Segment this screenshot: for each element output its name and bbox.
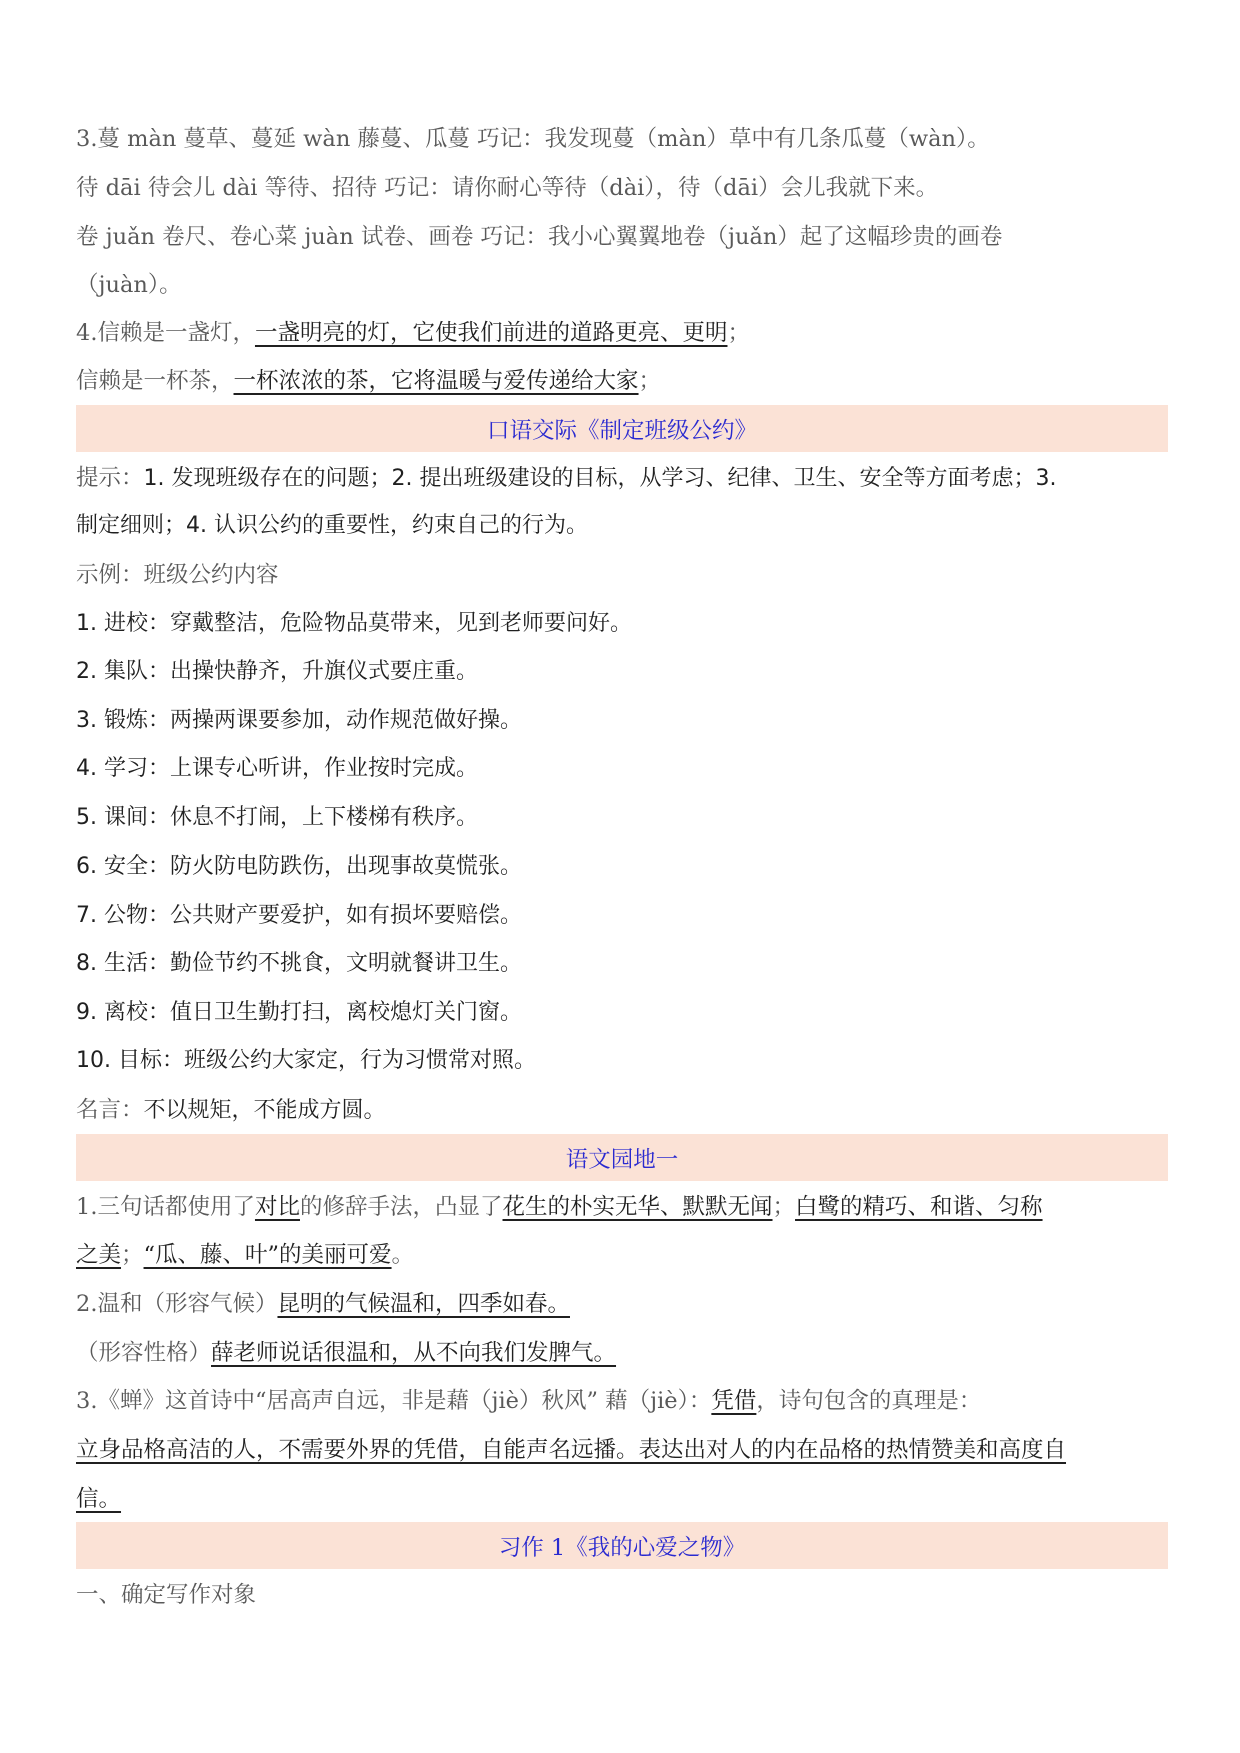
- rule-item: [76, 856, 1168, 878]
- text: 一、确定写作对象: [76, 1582, 257, 1608]
- underlined-answer: 白鹭的精巧、和谐、匀称: [795, 1194, 1043, 1220]
- text: 。: [391, 1242, 415, 1268]
- underlined-answer: 薛老师说话很温和，从不向我们发脾气。: [211, 1340, 617, 1366]
- label: 名言：: [76, 1097, 144, 1123]
- text: 待 dāi 待会儿 dài 等待、招待 巧记：请你耐心等待（dài），待（dāi）会儿我就下来。: [76, 175, 939, 201]
- text: 1. 进校：穿戴整洁，危险物品莫带来，见到老师要问好。: [76, 611, 632, 636]
- underlined-answer: 凭借: [711, 1388, 757, 1414]
- section-header-writing: [76, 1522, 1168, 1569]
- text: 信赖是一杯茶，: [76, 368, 234, 394]
- text: ；: [772, 1194, 796, 1220]
- text: 10. 目标：班级公约大家定，行为习惯常对照。: [76, 1048, 536, 1073]
- text: 4. 学习：上课专心听讲，作业按时完成。: [76, 756, 478, 781]
- polyphone-juan: [76, 226, 1168, 249]
- text: 6. 安全：防火防电防跌伤，出现事故莫慌张。: [76, 854, 522, 879]
- underlined-answer: 之美: [76, 1242, 122, 1268]
- text: 5. 课间：休息不打闹，上下楼梯有秩序。: [76, 805, 478, 830]
- yuwen-item-3: [76, 1390, 1168, 1413]
- text: ；: [121, 1242, 144, 1268]
- section-title: 习作 1《我的心爱之物》: [498, 1534, 746, 1561]
- text: 4.信赖是一盏灯，: [76, 320, 255, 346]
- trust-tea: [76, 370, 1168, 393]
- text: 7. 公物：公共财产要爱护，如有损坏要赔偿。: [76, 903, 522, 928]
- text: 8. 生活：勤俭节约不挑食，文明就餐讲卫生。: [76, 951, 522, 976]
- underlined-answer: 信。: [76, 1486, 122, 1512]
- tips-cont: [76, 515, 1168, 537]
- text: 3. 锻炼：两操两课要参加，动作规范做好操。: [76, 708, 522, 733]
- yuwen-item-2: [76, 1293, 1168, 1316]
- underlined-answer: 花生的朴实无华、默默无闻: [502, 1194, 773, 1220]
- rule-item: [76, 1002, 1168, 1024]
- rule-item: [76, 758, 1168, 780]
- motto: [76, 1099, 1168, 1122]
- text: 制定细则；4. 认识公约的重要性，约束自己的行为。: [76, 513, 588, 538]
- label: 提示：: [76, 465, 144, 491]
- writing-step-1: [76, 1584, 1168, 1607]
- section-header-oral: [76, 405, 1168, 452]
- polyphone-juan-cont: [76, 274, 1168, 297]
- yuwen-item-1: [76, 1196, 1168, 1219]
- text: 2.温和（形容气候）: [76, 1291, 278, 1317]
- trust-lamp: [76, 322, 1168, 345]
- rule-item: [76, 1050, 1168, 1072]
- yuwen-item-3-cont2: [76, 1488, 1168, 1511]
- underlined-answer: 立身品格高洁的人，不需要外界的凭借，自能声名远播。表达出对人的内在品格的热情赞美和高度自: [76, 1437, 1067, 1463]
- rule-item: [76, 710, 1168, 732]
- yuwen-item-2-cont: [76, 1342, 1168, 1365]
- text: 3.《蝉》这首诗中“居高声自远，非是藉（jiè）秋风” 藉（jiè）：: [76, 1388, 712, 1414]
- rule-item: [76, 953, 1168, 975]
- polyphone-dai: [76, 177, 1168, 200]
- underlined-answer: 对比: [254, 1194, 300, 1220]
- section-title: 口语交际《制定班级公约》: [486, 417, 757, 444]
- underlined-answer: 一盏明亮的灯，它使我们前进的道路更亮、更明: [254, 320, 728, 346]
- rule-item: [76, 613, 1168, 635]
- underlined-answer: “瓜、藤、叶”的美丽可爱: [143, 1242, 392, 1268]
- rule-item: [76, 905, 1168, 927]
- text: 3.蔓 màn 蔓草、蔓延 wàn 藤蔓、瓜蔓 巧记：我发现蔓（màn）草中有几条瓜蔓（wàn）。: [76, 126, 990, 152]
- text: 2. 集队：出操快静齐，升旗仪式要庄重。: [76, 659, 478, 684]
- text: ，诗句包含的真理是：: [756, 1388, 982, 1414]
- rule-item: [76, 661, 1168, 683]
- polyphone-man-wan: [76, 128, 1168, 151]
- text: （juàn）。: [76, 272, 182, 298]
- tips: [76, 467, 1168, 490]
- example-title: [76, 564, 1168, 587]
- yuwen-item-1-cont: [76, 1244, 1168, 1267]
- underlined-answer: 一杯浓浓的茶，它将温暖与爱传递给大家: [233, 368, 639, 394]
- section-title: 语文园地一: [565, 1146, 679, 1173]
- yuwen-item-3-cont: [76, 1439, 1168, 1462]
- text: ；: [727, 320, 750, 346]
- underlined-answer: 昆明的气候温和，四季如春。: [277, 1291, 570, 1317]
- text: 9. 离校：值日卫生勤打扫，离校熄灯关门窗。: [76, 1000, 522, 1025]
- text: 示例：班级公约内容: [76, 562, 279, 588]
- text: 1.三句话都使用了: [76, 1194, 255, 1220]
- rule-item: [76, 807, 1168, 829]
- text: 的修辞手法，凸显了: [299, 1194, 503, 1220]
- text: ；: [638, 368, 662, 394]
- text: 1. 发现班级存在的问题；2. 提出班级建设的目标，从学习、纪律、卫生、安全等方面考虑；3.: [143, 466, 1057, 491]
- text: （形容性格）: [76, 1340, 212, 1366]
- text: 卷 juǎn 卷尺、卷心菜 juàn 试卷、画卷 巧记：我小心翼翼地卷（juǎn）起了这幅珍贵的画卷: [76, 224, 1003, 250]
- text: 不以规矩，不能成方圆。: [143, 1098, 386, 1123]
- section-header-yuwen: [76, 1134, 1168, 1181]
